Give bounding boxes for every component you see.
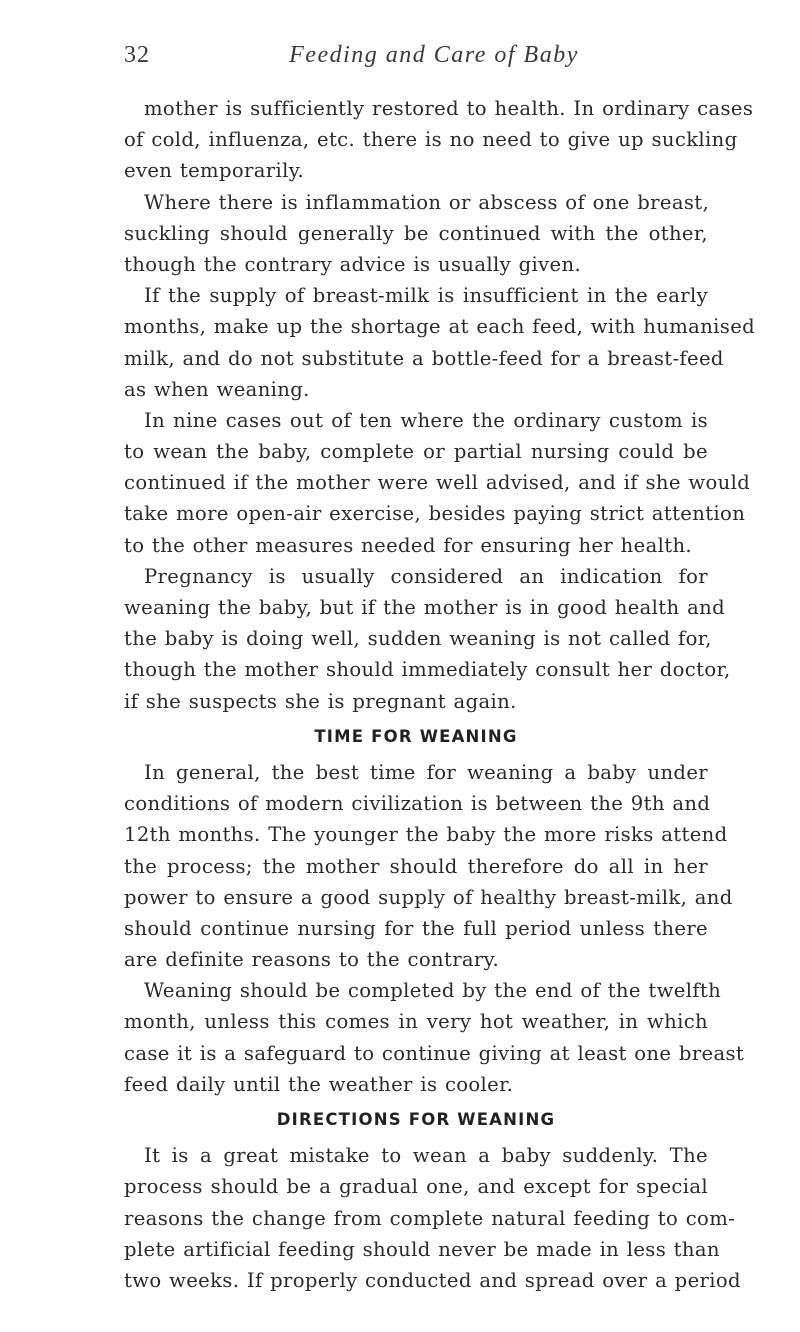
body-text <box>124 93 756 1296</box>
text-line: months, make up the shortage at each feed, with humanised <box>124 315 756 339</box>
paragraph <box>124 405 751 561</box>
text-line: are definite reasons to the contrary. <box>124 948 500 972</box>
text-line: month, unless this comes in very hot weather, in which <box>124 1010 708 1034</box>
text-line: In general, the best time for weaning a baby under <box>144 760 708 784</box>
section-heading: DIRECTIONS FOR WEANING <box>276 1110 556 1129</box>
text-line: Pregnancy is usually considered an indication for <box>144 564 708 588</box>
text-line: to wean the baby, complete or partial nursing could be <box>124 440 708 464</box>
section-heading: TIME FOR WEANING <box>314 726 518 746</box>
text-line: continued if the mother were well advised, and if she would <box>124 471 751 495</box>
text-line: mother is sufficiently restored to health. In ordinary cases <box>144 97 754 120</box>
text-line: case it is a safeguard to continue giving at least one breast <box>124 1041 745 1065</box>
page-header <box>124 42 704 76</box>
text-line: suckling should generally be continued with the other, <box>124 221 708 245</box>
text-line: power to ensure a good supply of healthy breast-milk, and <box>124 885 733 909</box>
text-line: should continue nursing for the full period unless there <box>124 916 708 940</box>
text-line: It is a great mistake to wean a baby suddenly. The <box>144 1144 708 1168</box>
paragraph <box>124 280 756 405</box>
text-line: though the contrary advice is usually given. <box>124 252 582 276</box>
paragraph <box>124 187 708 281</box>
text-line: of cold, influenza, etc. there is no need to give up suckling <box>124 128 738 152</box>
paragraph <box>124 975 745 1100</box>
paragraph <box>124 1140 741 1296</box>
text-line: plete artificial feeding should never be made in less than <box>124 1237 720 1261</box>
text-line: though the mother should immediately consult her doctor, <box>124 658 731 682</box>
text-line: 12th months. The younger the baby the more risks attend <box>124 823 728 847</box>
text-line: conditions of modern civilization is between the 9th and <box>124 792 711 816</box>
paragraph <box>124 93 754 187</box>
text-line: weaning the baby, but if the mother is in good health and <box>124 596 725 619</box>
text-line: feed daily until the weather is cooler. <box>124 1072 514 1096</box>
text-line: the baby is doing well, sudden weaning is not called for, <box>124 627 712 651</box>
text-line: process should be a gradual one, and except for special <box>124 1175 708 1199</box>
text-line: even temporarily. <box>124 159 305 183</box>
running-title: Feeding and Care of Baby <box>289 42 579 68</box>
text-line: milk, and do not substitute a bottle-feed for a breast-feed <box>124 346 724 370</box>
text-line: take more open-air exercise, besides paying strict attention <box>124 502 746 526</box>
page-number: 32 <box>124 42 150 68</box>
text-line: In nine cases out of ten where the ordinary custom is <box>144 408 708 432</box>
text-line: Weaning should be completed by the end of the twelfth <box>144 979 722 1003</box>
text-line: two weeks. If properly conducted and spread over a period <box>124 1268 741 1292</box>
text-line: the process; the mother should therefore do all in her <box>124 854 708 878</box>
text-line: Where there is inflammation or abscess of one breast, <box>144 190 710 214</box>
paragraph <box>124 561 731 717</box>
text-line: if she suspects she is pregnant again. <box>124 689 517 713</box>
paragraph <box>124 757 733 975</box>
text-line: as when weaning. <box>124 377 310 401</box>
text-line: to the other measures needed for ensuring her health. <box>124 533 692 557</box>
text-line: If the supply of breast-milk is insufficient in the early <box>144 284 708 308</box>
text-line: reasons the change from complete natural feeding to com- <box>124 1206 736 1230</box>
